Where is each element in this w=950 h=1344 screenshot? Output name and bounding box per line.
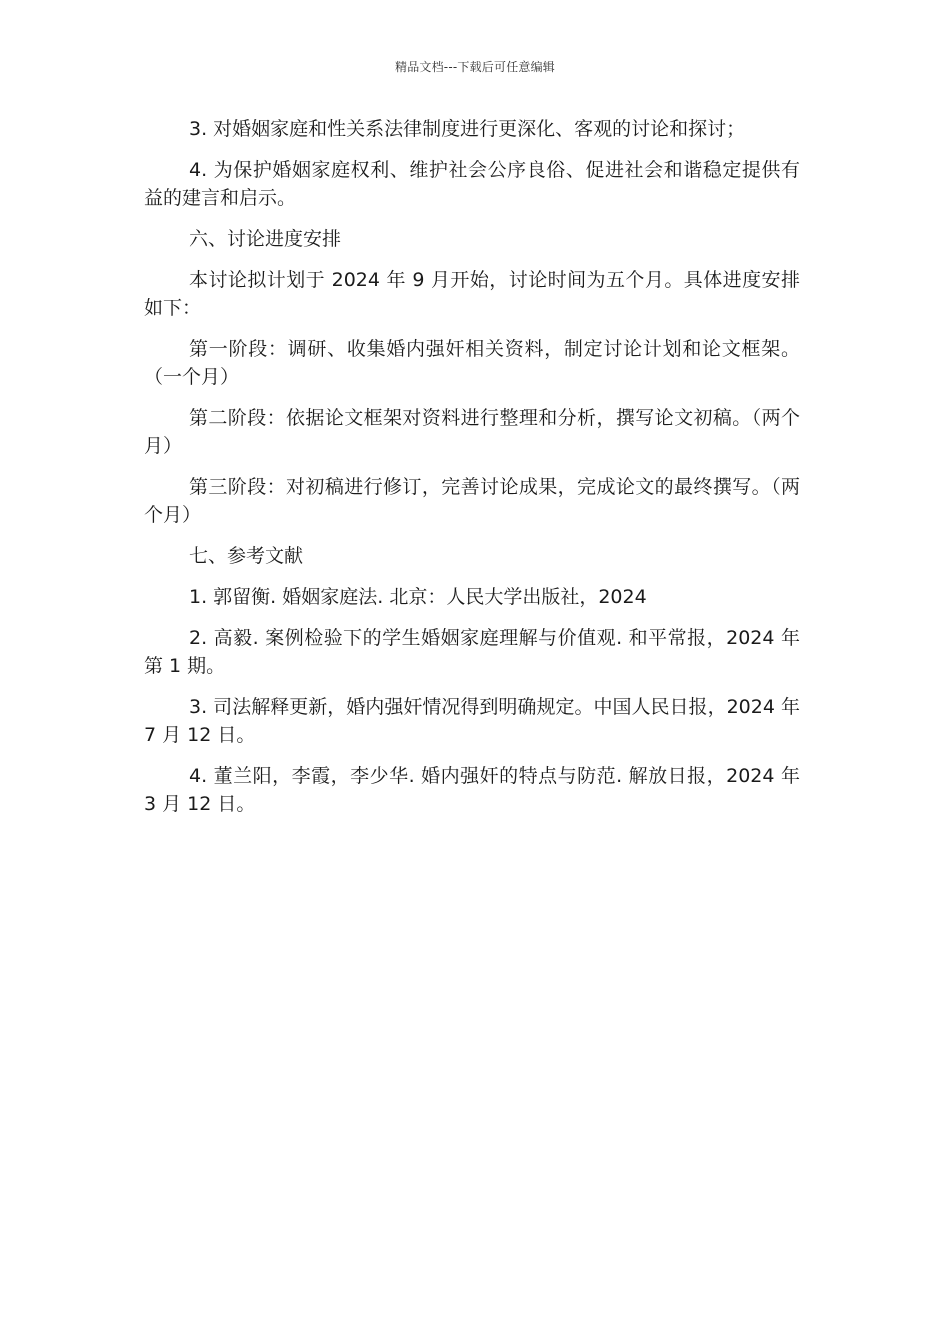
section-heading-schedule: 六、讨论进度安排 [189,228,342,250]
document-body [144,115,800,831]
reference-2: 2. 高毅. 案例检验下的学生婚姻家庭理解与价值观. 和平常报，2024 年第 1 期。 [144,627,800,677]
schedule-phase-3: 第三阶段：对初稿进行修订，完善讨论成果，完成论文的最终撰写。（两个月） [144,476,800,526]
page-header: 精品文档---下载后可任意编辑 [395,60,555,74]
schedule-intro: 本讨论拟计划于 2024 年 9 月开始，讨论时间为五个月。具体进度安排如下： [144,269,800,319]
section-heading-references: 七、参考文献 [189,545,304,567]
reference-4: 4. 董兰阳，李霞，李少华. 婚内强奸的特点与防范. 解放日报，2024 年 3 月 12 日。 [144,765,800,815]
reference-3: 3. 司法解释更新，婚内强奸情况得到明确规定。中国人民日报，2024 年 7 月 12 日。 [144,696,800,746]
schedule-phase-1: 第一阶段：调研、收集婚内强奸相关资料，制定讨论计划和论文框架。（一个月） [144,338,800,388]
schedule-phase-2: 第二阶段：依据论文框架对资料进行整理和分析，撰写论文初稿。（两个月） [144,407,800,457]
reference-1: 1. 郭留衡. 婚姻家庭法. 北京：人民大学出版社，2024 [189,586,647,608]
list-item-goal-3: 3. 对婚姻家庭和性关系法律制度进行更深化、客观的讨论和探讨； [189,118,746,140]
list-item-goal-4: 4. 为保护婚姻家庭权利、维护社会公序良俗、促进社会和谐稳定提供有益的建言和启示。 [144,159,800,209]
